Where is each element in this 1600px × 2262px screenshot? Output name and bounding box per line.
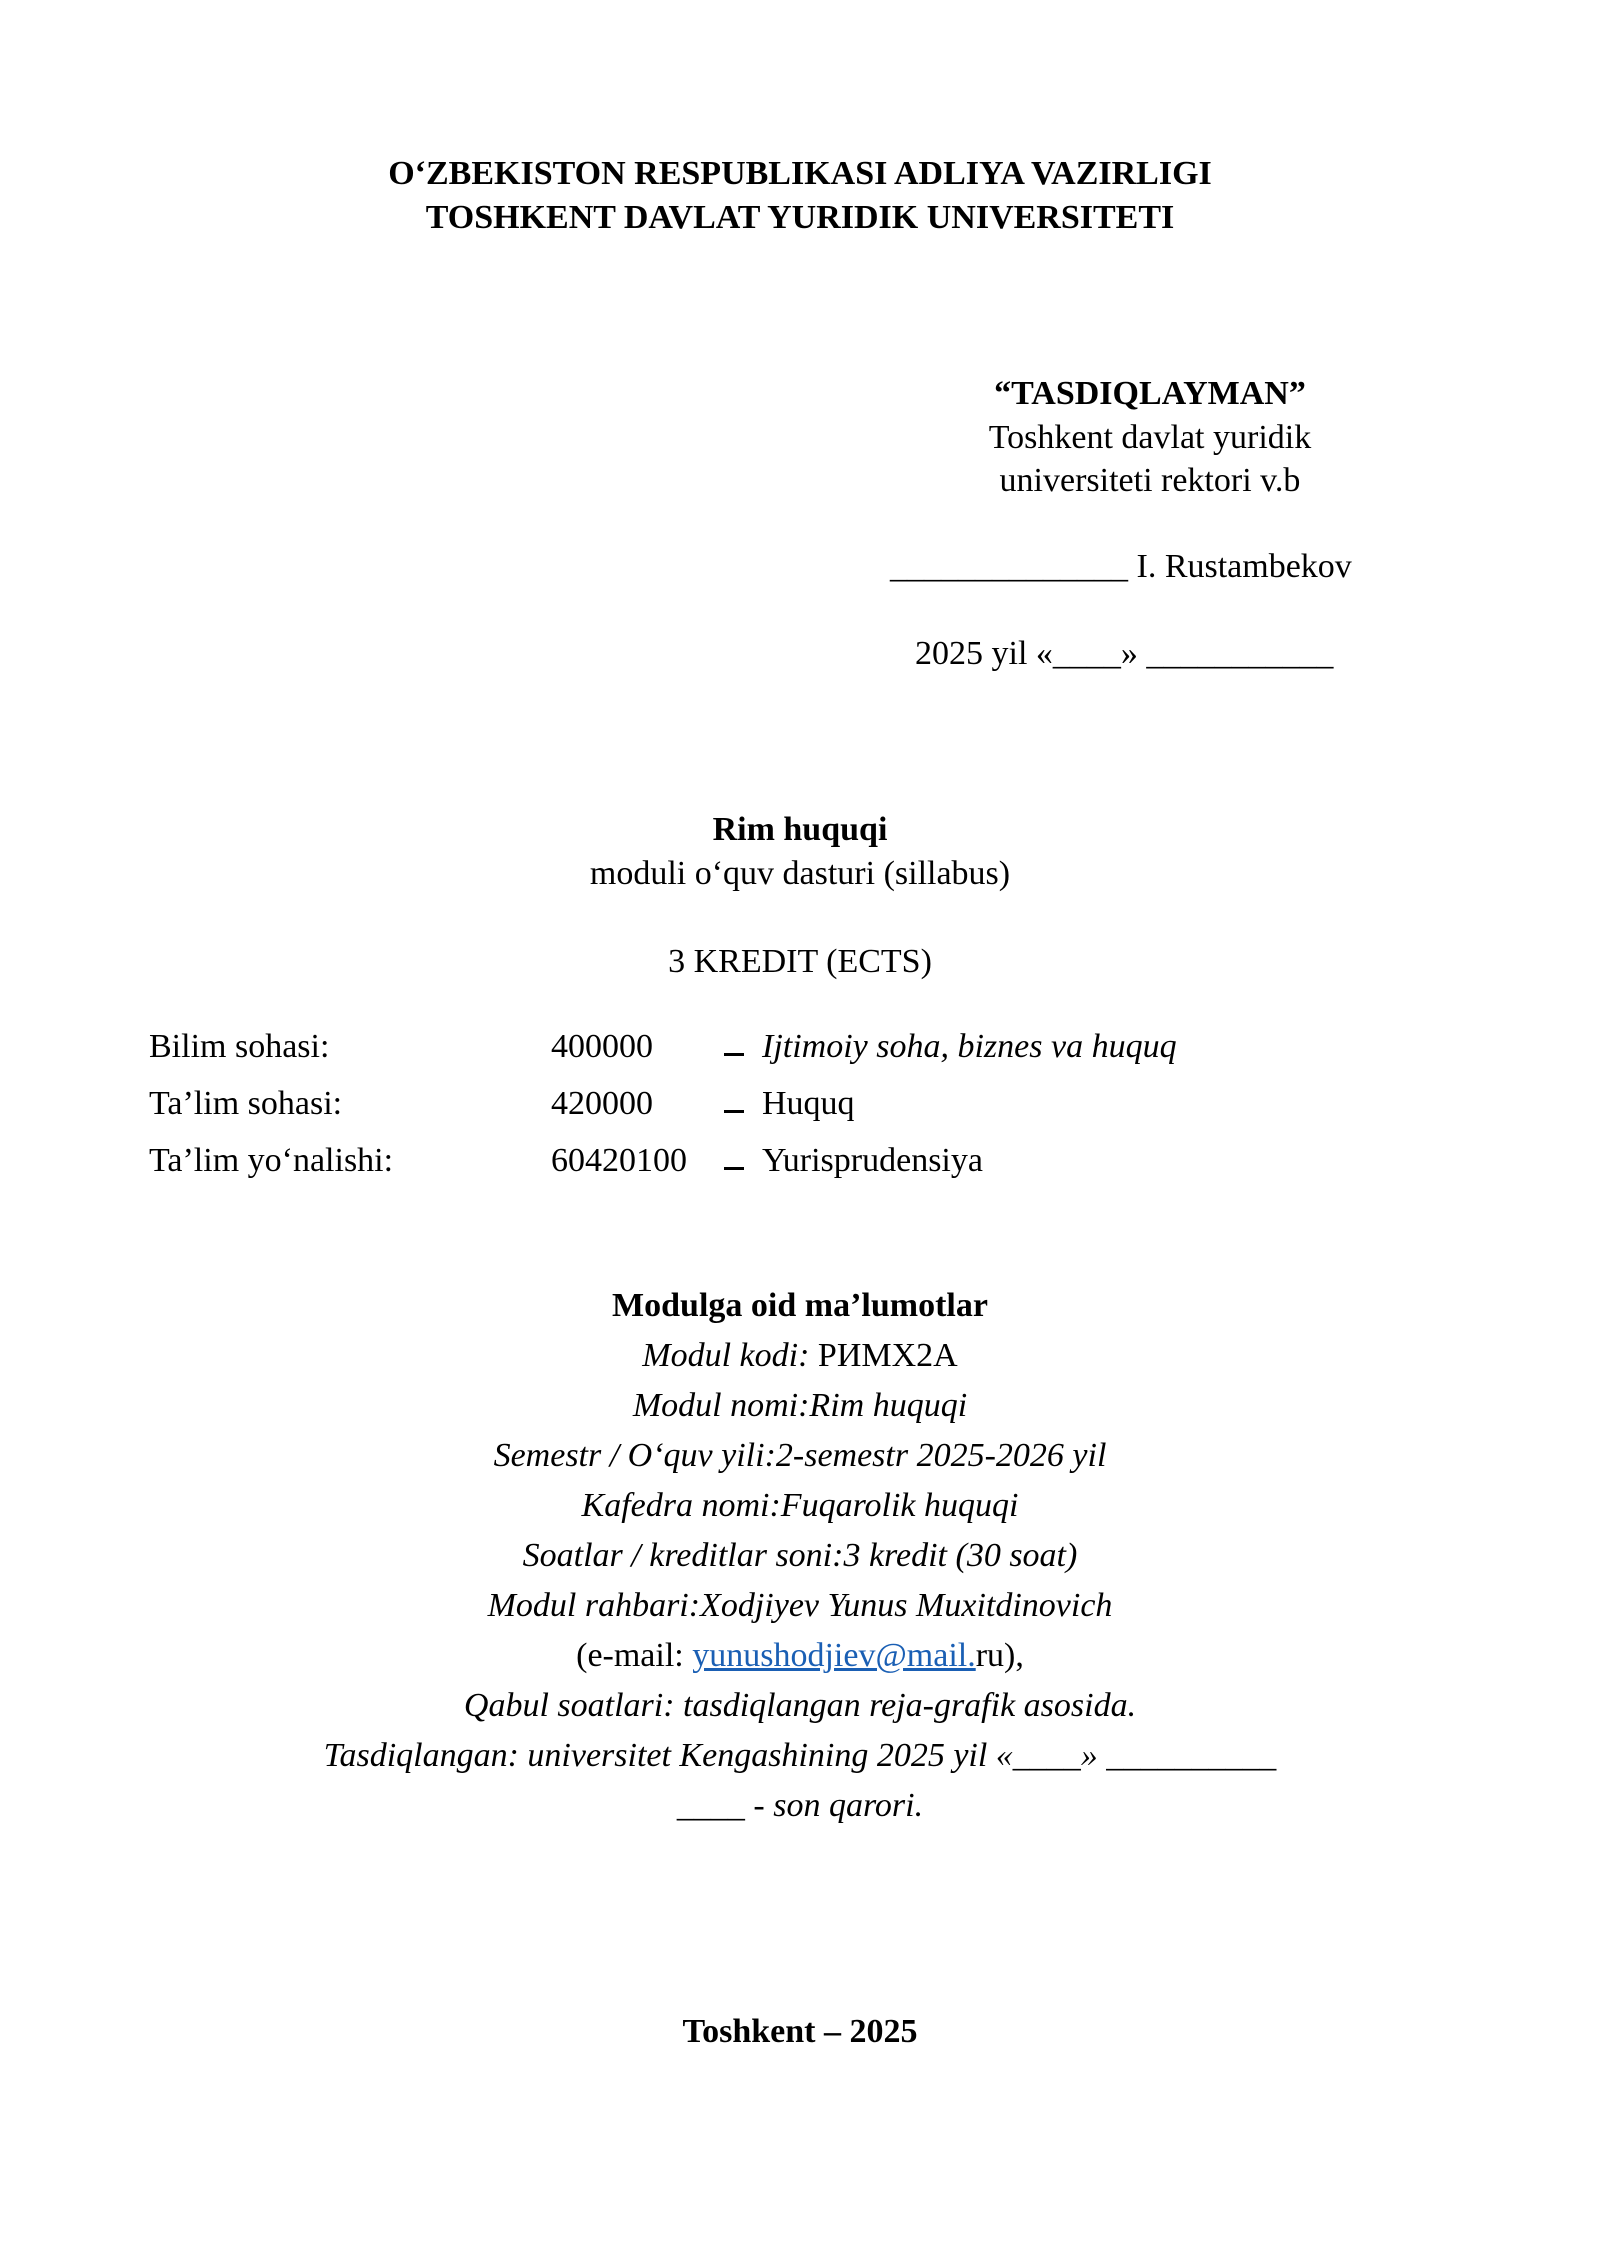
approval-date-line: 2025 yil «____» ___________	[915, 635, 1334, 672]
ministry-name: O‘ZBEKISTON RESPUBLIKASI ADLIYA VAZIRLIGI	[388, 155, 1212, 192]
module-code-label: Modul kodi:	[642, 1337, 818, 1374]
module-email-line	[0, 1634, 1600, 1678]
module-code-line	[0, 1334, 1600, 1378]
decision-number-line: ____ - son qarori.	[676, 1787, 924, 1824]
module-info-heading: Modulga oid ma’lumotlar	[612, 1287, 988, 1324]
email-link[interactable]: yunushodjiev@mail.	[692, 1637, 976, 1674]
field-row-education-area	[0, 1082, 1600, 1132]
module-code-value: РИМХ2А	[817, 1337, 958, 1374]
course-title: Rim huquqi	[712, 811, 888, 848]
dash-separator	[724, 1167, 744, 1170]
field-label: Bilim sohasi:	[149, 1028, 330, 1065]
footer-city-year: Toshkent – 2025	[682, 2013, 918, 2050]
dash-separator	[724, 1110, 744, 1113]
header	[0, 152, 1600, 240]
field-label: Ta’lim yo‘nalishi:	[149, 1142, 394, 1179]
module-leader-line: Modul rahbari:Xodjiyev Yunus Muxitdinovich	[487, 1587, 1113, 1624]
module-name-line: Modul nomi:Rim huquqi	[632, 1387, 968, 1424]
field-code: 400000	[551, 1028, 653, 1065]
module-hours-line: Soatlar / kreditlar soni:3 kredit (30 soat)	[522, 1537, 1078, 1574]
field-value: Yurisprudensiya	[762, 1142, 983, 1179]
field-value: Ijtimoiy soha, biznes va huquq	[762, 1028, 1177, 1065]
module-department-line: Kafedra nomi:Fuqarolik huquqi	[581, 1487, 1019, 1524]
rector-signature-line: ______________ I. Rustambekov	[890, 548, 1352, 585]
field-row-knowledge-area	[0, 1025, 1600, 1075]
field-code: 60420100	[551, 1142, 687, 1179]
office-hours-line: Qabul soatlari: tasdiqlangan reja-grafik asosida.	[463, 1687, 1137, 1724]
course-credits: 3 KREDIT (ECTS)	[668, 943, 932, 980]
approval-title: “TASDIQLAYMAN”	[994, 375, 1306, 412]
dash-separator	[724, 1053, 744, 1056]
email-prefix: (e-mail:	[576, 1637, 693, 1674]
module-semester-line: Semestr / O‘quv yili:2-semestr 2025-2026 yil	[493, 1437, 1107, 1474]
university-name: TOSHKENT DAVLAT YURIDIK UNIVERSITETI	[425, 199, 1175, 236]
approval-line-1: Toshkent davlat yuridik	[988, 419, 1312, 456]
field-value: Huquq	[762, 1085, 855, 1122]
approval-line-2: universiteti rektori v.b	[999, 462, 1301, 499]
field-code: 420000	[551, 1085, 653, 1122]
field-row-education-direction	[0, 1139, 1600, 1189]
field-label: Ta’lim sohasi:	[149, 1085, 343, 1122]
course-subtitle: moduli o‘quv dasturi (sillabus)	[589, 855, 1011, 892]
email-suffix: ru),	[975, 1637, 1024, 1674]
approval-decision-line: Tasdiqlangan: universitet Kengashining 2025 yil «____» __________	[323, 1737, 1277, 1774]
